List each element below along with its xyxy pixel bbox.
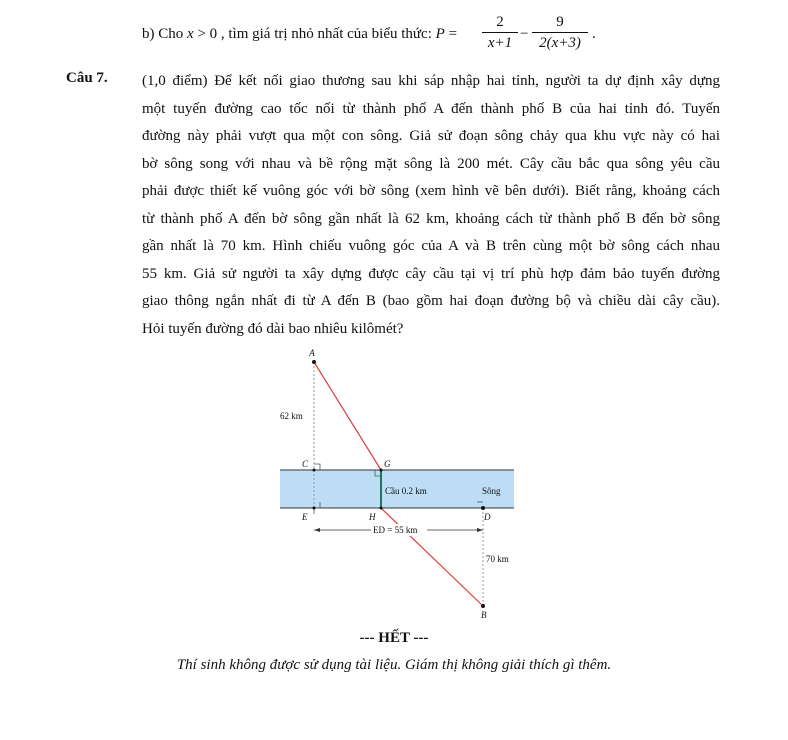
question-line: 55 km. Giả sử người ta xây dựng được cây cầu tại vị trí phù hợp đảm bảo tuyến đường <box>142 265 720 282</box>
question-line: giao thông ngắn nhất đi từ A đến B (bao gồm hai đoạn đường bộ và chiều dài cây cầu). <box>142 293 720 309</box>
point-B <box>481 604 485 608</box>
part-b-problem <box>142 14 762 64</box>
expression-variable: P <box>435 26 445 42</box>
fraction-2-bar <box>532 32 588 33</box>
label-H: H <box>369 512 376 522</box>
label-62km: 62 km <box>280 411 303 421</box>
question-line: Hỏi tuyến đường đó dài bao nhiêu kilômét? <box>142 320 404 337</box>
label-G: G <box>384 459 391 469</box>
condition-variable: x <box>187 26 194 42</box>
condition-text: > 0 , tìm giá trị nhỏ nhất của biểu thức: <box>193 26 436 42</box>
question-line: (1,0 điểm) Để kết nối giao thương sau khi sáp nhập hai tỉnh, người ta dự định xây dựng <box>142 73 720 89</box>
footer-note: Thí sinh không được sử dụng tài liệu. Giám thị không giải thích gì thêm. <box>176 657 612 673</box>
question-line: phải được thiết kế vuông góc với bờ sông (xem hình vẽ bên dưới). Biết rằng, khoảng cách <box>142 183 720 199</box>
fraction-2-numerator: 9 <box>556 14 564 30</box>
part-b-lead: b) Cho <box>142 26 184 42</box>
question-body <box>142 68 720 343</box>
end-mark: --- HẾT --- <box>359 630 429 646</box>
point-C <box>313 469 316 472</box>
point-E <box>313 507 316 510</box>
label-river: Sông <box>482 486 501 496</box>
label-D: D <box>484 512 491 522</box>
question-line: từ thành phố A đến bờ sông gần nhất là 62 km, khoảng cách từ thành phố B đến bờ sông <box>142 210 720 227</box>
question-line: bờ sông song với nhau và bề rộng mặt sông là 200 mét. Cây cầu bắc qua sông yêu cầu <box>142 155 720 172</box>
fraction-2-denominator: 2(x+3) <box>539 35 581 51</box>
question-line: đường này phải vượt qua một con sông. Giả sử đoạn sông chảy qua khu vực này có hai <box>142 128 720 144</box>
period: . <box>592 26 596 42</box>
label-bridge: Cầu 0.2 km <box>385 486 427 496</box>
label-A: A <box>309 348 315 358</box>
point-G <box>380 469 383 472</box>
point-A <box>312 360 316 364</box>
label-70km: 70 km <box>486 554 509 564</box>
fraction-1 <box>482 14 518 52</box>
fraction-1-numerator: 2 <box>496 14 504 30</box>
river-bridge-diagram <box>278 344 516 622</box>
point-H <box>380 507 383 510</box>
point-D <box>481 506 485 510</box>
fraction-1-denominator: x+1 <box>487 35 513 51</box>
label-ED: ED = 55 km <box>373 525 418 535</box>
minus-sign: − <box>520 26 529 42</box>
label-E: E <box>302 512 308 522</box>
fraction-2 <box>532 14 588 52</box>
equals-sign: = <box>444 26 458 42</box>
fraction-1-bar <box>482 32 518 33</box>
question-label: Câu 7. <box>66 70 108 86</box>
label-B: B <box>481 610 487 620</box>
question-line: gần nhất là 70 km. Hình chiếu vuông góc của A và B trên cùng một bờ sông cách nhau <box>142 238 720 254</box>
question-line: một tuyến đường cao tốc nối từ thành phố A đến thành phố B của hai tỉnh đó. Tuyến <box>142 100 720 117</box>
label-C: C <box>302 459 309 469</box>
